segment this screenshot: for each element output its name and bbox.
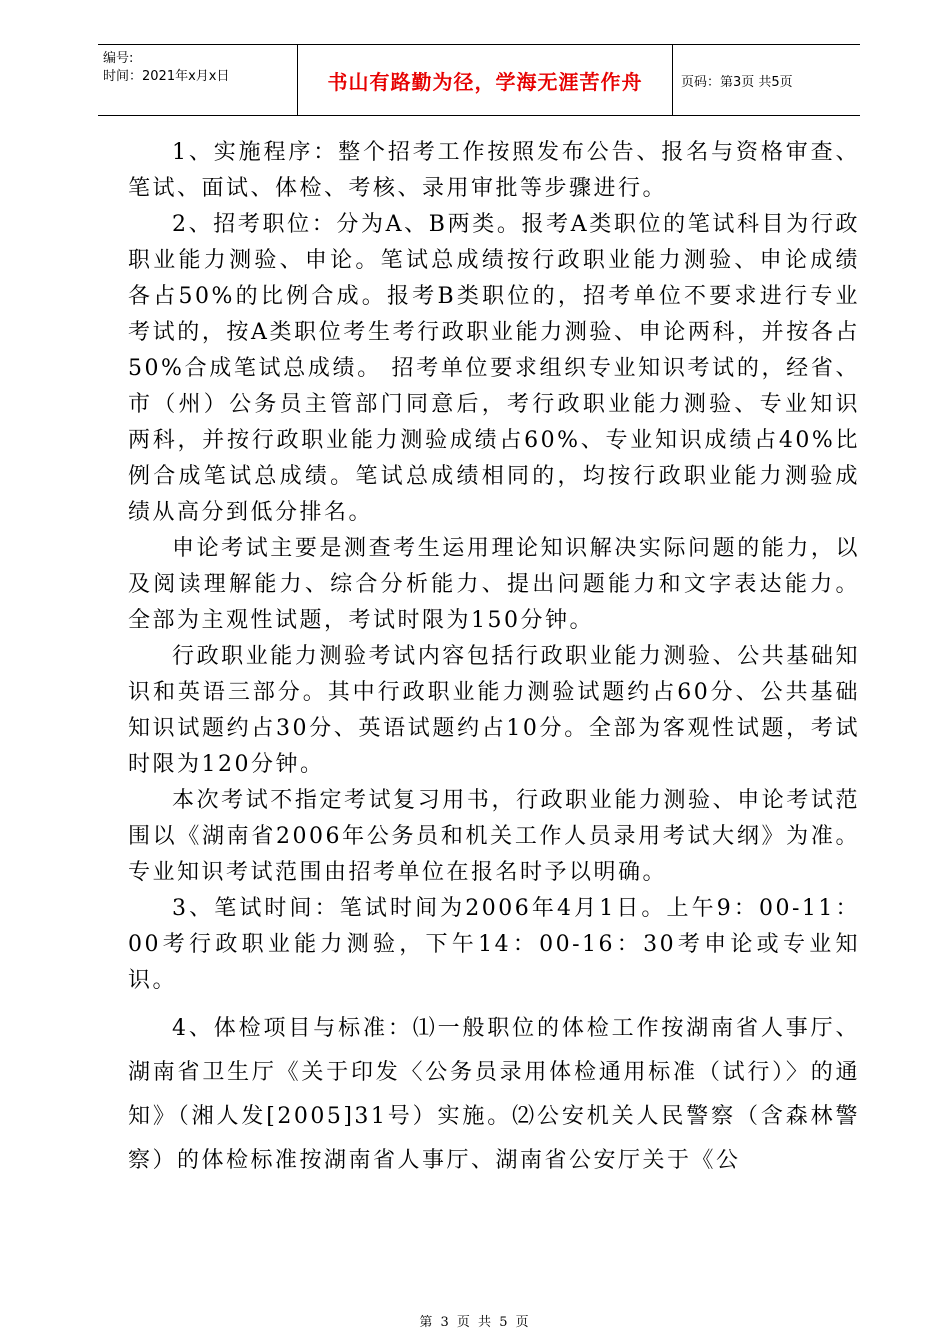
paragraph: 2、招考职位：分为A、B两类。报考A类职位的笔试科目为行政职业能力测验、申论。笔试总成绩按行政职业能力测验、申论成绩各占50%的比例合成。报考B类职位的，招考单位不要求进行专业考试的，按A类职位考生考行政职业能力测验、申论两科，并按各占50%合成笔试总成绩。 招考单位要求组织专业知识考试的，经省、市（州）公务员主管部门同意后，考行政职业能力测验、专业知识两科，并按行政职业能力测验成绩占60%、专业知识成绩占40%比例合成笔试总成绩。笔试总成绩相同的，均按行政职业能力测验成绩从高分到低分排名。 xyxy=(128,212,860,525)
page-header xyxy=(98,44,860,116)
paragraph: 4、体检项目与标准：⑴一般职位的体检工作按湖南省人事厅、湖南省卫生厅《关于印发〈公务员录用体检通用标准（试行）〉的通知》（湘人发[2005]31号）实施。⑵公安机关人民警察（含森林警察）的体检标准按湖南省人事厅、湖南省公安厅关于《公 xyxy=(128,1016,860,1173)
doc-code-label: 编号: xyxy=(103,51,134,66)
doc-time-label: 时间：2021年x月x日 xyxy=(103,69,230,84)
paragraph: 本次考试不指定考试复习用书，行政职业能力测验、申论考试范围以《湖南省2006年公务员和机关工作人员录用考试大纲》为准。专业知识考试范围由招考单位在报名时予以明确。 xyxy=(128,788,860,885)
header-motto: 书山有路勤为径，学海无涯苦作舟 xyxy=(298,45,673,115)
page-footer: 第 3 页 共 5 页 xyxy=(419,1315,531,1330)
paragraph: 申论考试主要是测查考生运用理论知识解决实际问题的能力，以及阅读理解能力、综合分析能力、提出问题能力和文字表达能力。全部为主观性试题，考试时限为150分钟。 xyxy=(128,536,860,633)
header-page-label: 页码：第3页 共5页 xyxy=(681,74,793,90)
paragraph: 3、笔试时间：笔试时间为2006年4月1日。上午9：00-11：00考行政职业能力测验，下午14：00-16：30考申论或专业知识。 xyxy=(128,896,860,993)
paragraph: 行政职业能力测验考试内容包括行政职业能力测验、公共基础知识和英语三部分。其中行政职业能力测验试题约占60分、公共基础知识试题约占30分、英语试题约占10分。全部为客观性试题，考试时限为120分钟。 xyxy=(128,644,860,777)
document-body xyxy=(128,135,860,1183)
header-meta xyxy=(98,45,298,115)
paragraph: 1、实施程序：整个招考工作按照发布公告、报名与资格审查、笔试、面试、体检、考核、录用审批等步骤进行。 xyxy=(128,140,860,201)
